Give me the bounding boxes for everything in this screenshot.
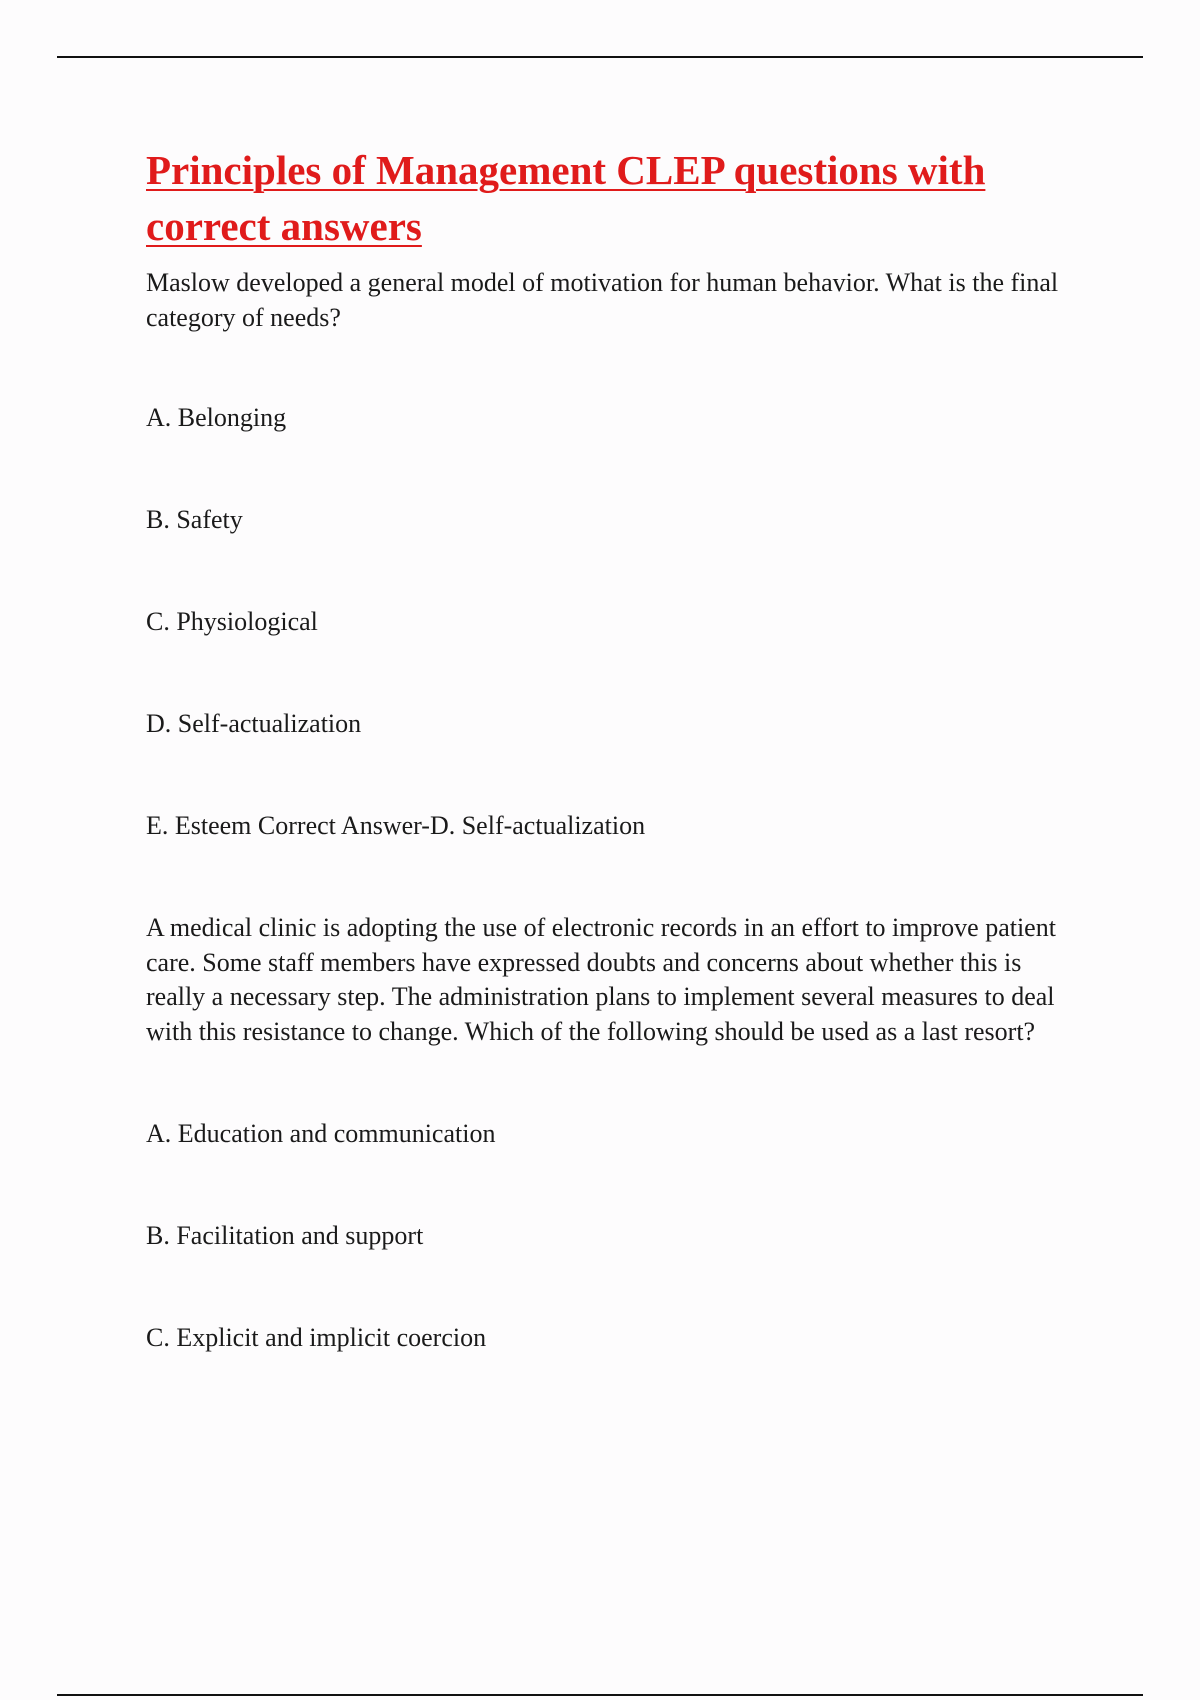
document-title: Principles of Management CLEP questions with correct answers [146, 147, 986, 249]
question-1-option-e-answer: E. Esteem Correct Answer-D. Self-actualization [146, 811, 646, 840]
question-1-text: Maslow developed a general model of motivation for human behavior. What is the final category of needs? [146, 268, 1059, 332]
question-1-option-c: C. Physiological [146, 607, 318, 636]
question-1-option-d: D. Self-actualization [146, 709, 362, 738]
question-1-option-b: B. Safety [146, 505, 243, 534]
document-body [146, 142, 1086, 1355]
question-2-text: A medical clinic is adopting the use of electronic records in an effort to improve patient care. Some staff members have expressed doubts and concerns about whether this is really a necessary step. The administration plans to implement several measures to deal with this resistance to change. Which of the following should be used as a last resort? [146, 913, 1056, 1046]
question-1-option-a: A. Belonging [146, 403, 287, 432]
question-2-option-c: C. Explicit and implicit coercion [146, 1323, 487, 1352]
question-2-option-a: A. Education and communication [146, 1119, 496, 1148]
question-2-option-b: B. Facilitation and support [146, 1221, 424, 1250]
top-rule [57, 56, 1143, 58]
bottom-rule [57, 1694, 1143, 1696]
